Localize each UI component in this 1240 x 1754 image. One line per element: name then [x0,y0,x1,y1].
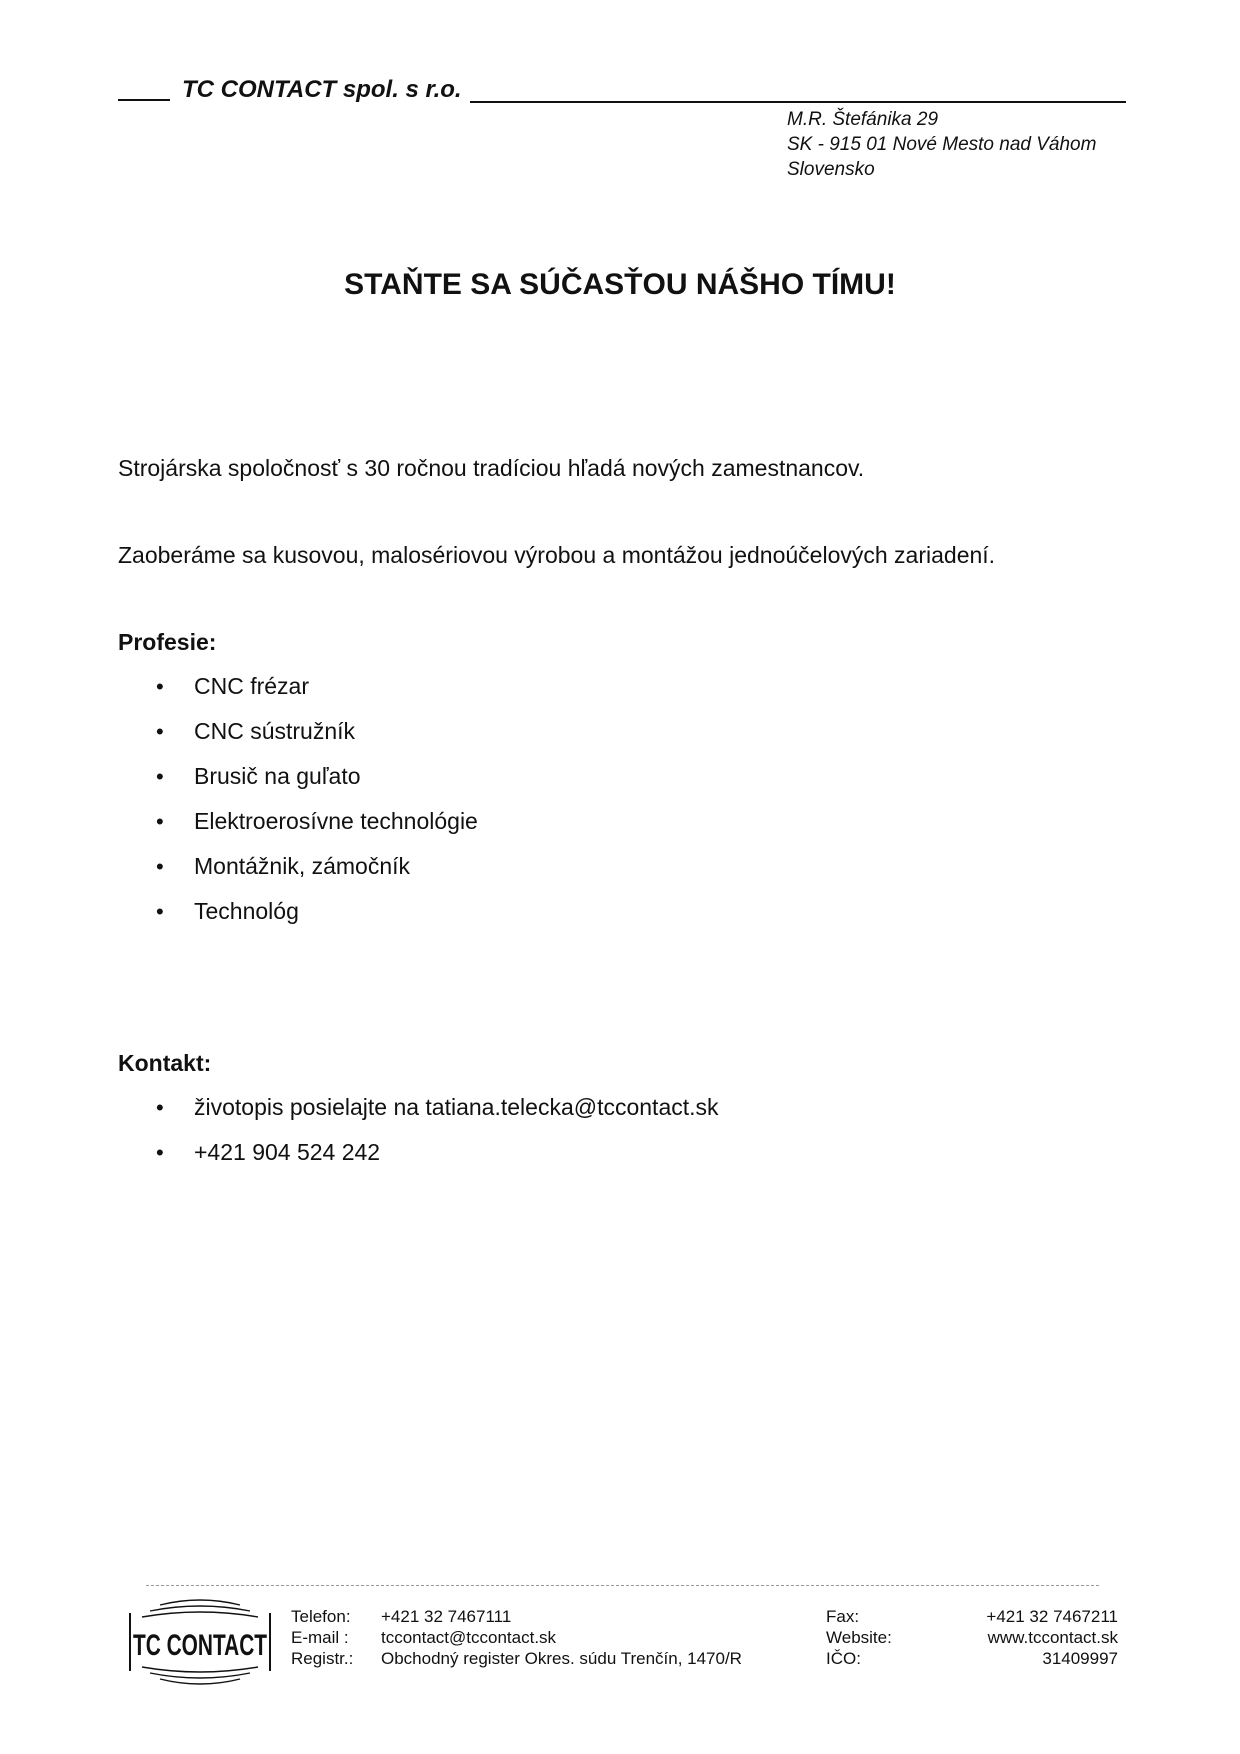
company-address [787,107,1096,182]
intro-paragraph-1: Strojárska spoločnosť s 30 ročnou tradíciou hľadá nových zamestnancov. [118,455,865,481]
phone-label: Telefon: [291,1607,351,1626]
ico-label: IČO: [826,1649,861,1668]
intro-paragraph-2: Zaoberáme sa kusovou, malosériovou výrobou a montážou jednoúčelových zariadení. [118,542,996,568]
profesie-heading: Profesie: [118,629,217,655]
address-street: M.R. Štefánika 29 [787,109,939,130]
company-name: TC CONTACT spol. s r.o. [182,76,462,103]
list-item: • Elektroerosívne technológie [118,799,478,844]
website-label: Website: [826,1628,892,1647]
kontakt-list [118,1085,719,1175]
address-city: SK - 915 01 Nové Mesto nad Váhom [787,134,1097,155]
letterhead-prefix-rule [118,99,170,101]
address-country: Slovensko [787,159,875,180]
kontakt-heading: Kontakt: [118,1050,212,1076]
list-item: • CNC frézar [118,664,478,709]
logo-text: TC CONTACT [133,1629,267,1662]
footer-values [381,1606,742,1669]
list-item: • Technológ [118,889,478,934]
profesie-list [118,664,478,934]
footer-labels [291,1606,353,1669]
footer-right-values [940,1606,1118,1669]
list-item: • CNC sústružník [118,709,478,754]
list-item: • životopis posielajte na tatiana.telecka@tccontact.sk [118,1085,719,1130]
page-headline: STAŇTE SA SÚČASŤOU NÁŠHO TÍMU! [344,268,896,301]
email-label: E-mail : [291,1628,349,1647]
registry-label: Registr.: [291,1649,354,1668]
ico-value: 31409997 [1042,1649,1118,1668]
fax-value: +421 32 7467211 [986,1607,1118,1626]
footer-right-labels [826,1606,892,1669]
tc-contact-logo [120,1597,280,1687]
letterhead-rule [470,101,1126,103]
list-item: • Brusič na guľato [118,754,478,799]
list-item: • +421 904 524 242 [118,1130,719,1175]
phone-value: +421 32 7467111 [381,1607,512,1626]
email-value: tccontact@tccontact.sk [381,1628,557,1647]
registry-value: Obchodný register Okres. súdu Trenčín, 1470/R [381,1649,742,1668]
list-item: • Montážnik, zámočník [118,844,478,889]
website-value: www.tccontact.sk [987,1628,1118,1647]
footer-divider [146,1585,1099,1586]
fax-label: Fax: [826,1607,860,1626]
